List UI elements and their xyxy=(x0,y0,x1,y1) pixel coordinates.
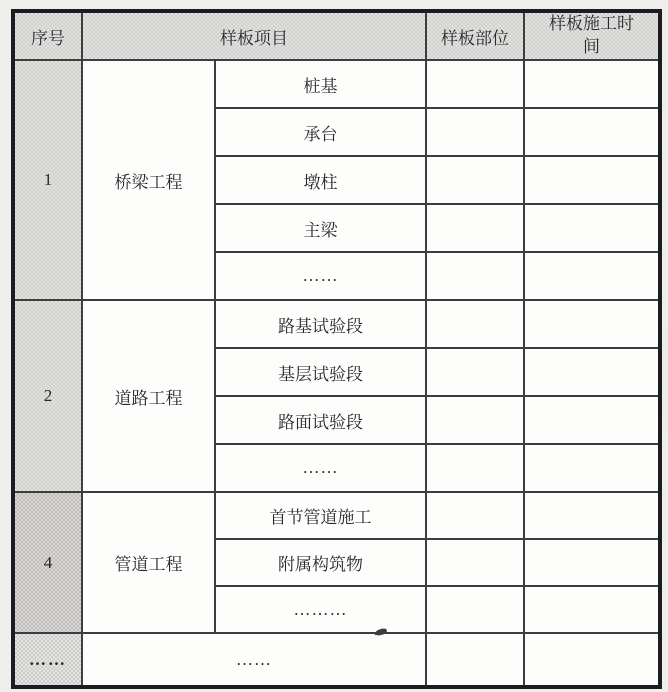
subitem-cell: 附属构筑物 xyxy=(215,539,426,586)
time-cell-empty xyxy=(524,60,660,108)
time-cell-empty xyxy=(524,396,660,444)
location-cell-empty xyxy=(426,156,524,204)
project-cell-pipeline: 管道工程 xyxy=(82,492,215,633)
table-row xyxy=(13,492,660,539)
header-sample-construction-time xyxy=(524,11,660,60)
subitem-cell: 主梁 xyxy=(215,204,426,252)
project-cell-bridge: 桥梁工程 xyxy=(82,60,215,300)
subitem-cell: 路基试验段 xyxy=(215,300,426,348)
time-cell-empty xyxy=(524,539,660,586)
location-cell-empty xyxy=(426,539,524,586)
location-cell-empty xyxy=(426,396,524,444)
location-cell-empty xyxy=(426,300,524,348)
time-cell-empty xyxy=(524,633,660,687)
location-cell-empty xyxy=(426,492,524,539)
time-cell-empty xyxy=(524,492,660,539)
time-cell-empty xyxy=(524,204,660,252)
subitem-cell: 基层试验段 xyxy=(215,348,426,396)
subitem-cell-ellipsis: …… xyxy=(215,252,426,300)
header-serial-number: 序号 xyxy=(13,11,82,60)
header-time-label: 样板施工时间 xyxy=(549,14,634,56)
serial-cell-1: 1 xyxy=(13,60,82,300)
header-sample-project: 样板项目 xyxy=(82,11,426,60)
location-cell-empty xyxy=(426,348,524,396)
location-cell-empty xyxy=(426,252,524,300)
serial-cell-ellipsis: …… xyxy=(13,633,82,687)
project-cell-ellipsis: …… xyxy=(82,633,426,687)
location-cell-empty xyxy=(426,204,524,252)
header-sample-location: 样板部位 xyxy=(426,11,524,60)
time-cell-empty xyxy=(524,444,660,492)
project-cell-road: 道路工程 xyxy=(82,300,215,492)
header-row xyxy=(13,11,660,60)
footer-row xyxy=(13,633,660,687)
time-cell-empty xyxy=(524,586,660,633)
subitem-cell: 承台 xyxy=(215,108,426,156)
serial-cell-4: 4 xyxy=(13,492,82,633)
subitem-cell: 桩基 xyxy=(215,60,426,108)
time-cell-empty xyxy=(524,108,660,156)
location-cell-empty xyxy=(426,60,524,108)
serial-cell-2: 2 xyxy=(13,300,82,492)
time-cell-empty xyxy=(524,252,660,300)
time-cell-empty xyxy=(524,348,660,396)
location-cell-empty xyxy=(426,444,524,492)
subitem-cell: 路面试验段 xyxy=(215,396,426,444)
subitem-cell-ellipsis: …… xyxy=(215,444,426,492)
location-cell-empty xyxy=(426,108,524,156)
sample-project-schedule-table xyxy=(11,9,662,689)
location-cell-empty xyxy=(426,586,524,633)
time-cell-empty xyxy=(524,156,660,204)
subitem-cell: 墩柱 xyxy=(215,156,426,204)
location-cell-empty xyxy=(426,633,524,687)
table-row xyxy=(13,300,660,348)
time-cell-empty xyxy=(524,300,660,348)
subitem-cell-ellipsis: ……… xyxy=(215,586,426,633)
table-row xyxy=(13,60,660,108)
subitem-cell: 首节管道施工 xyxy=(215,492,426,539)
